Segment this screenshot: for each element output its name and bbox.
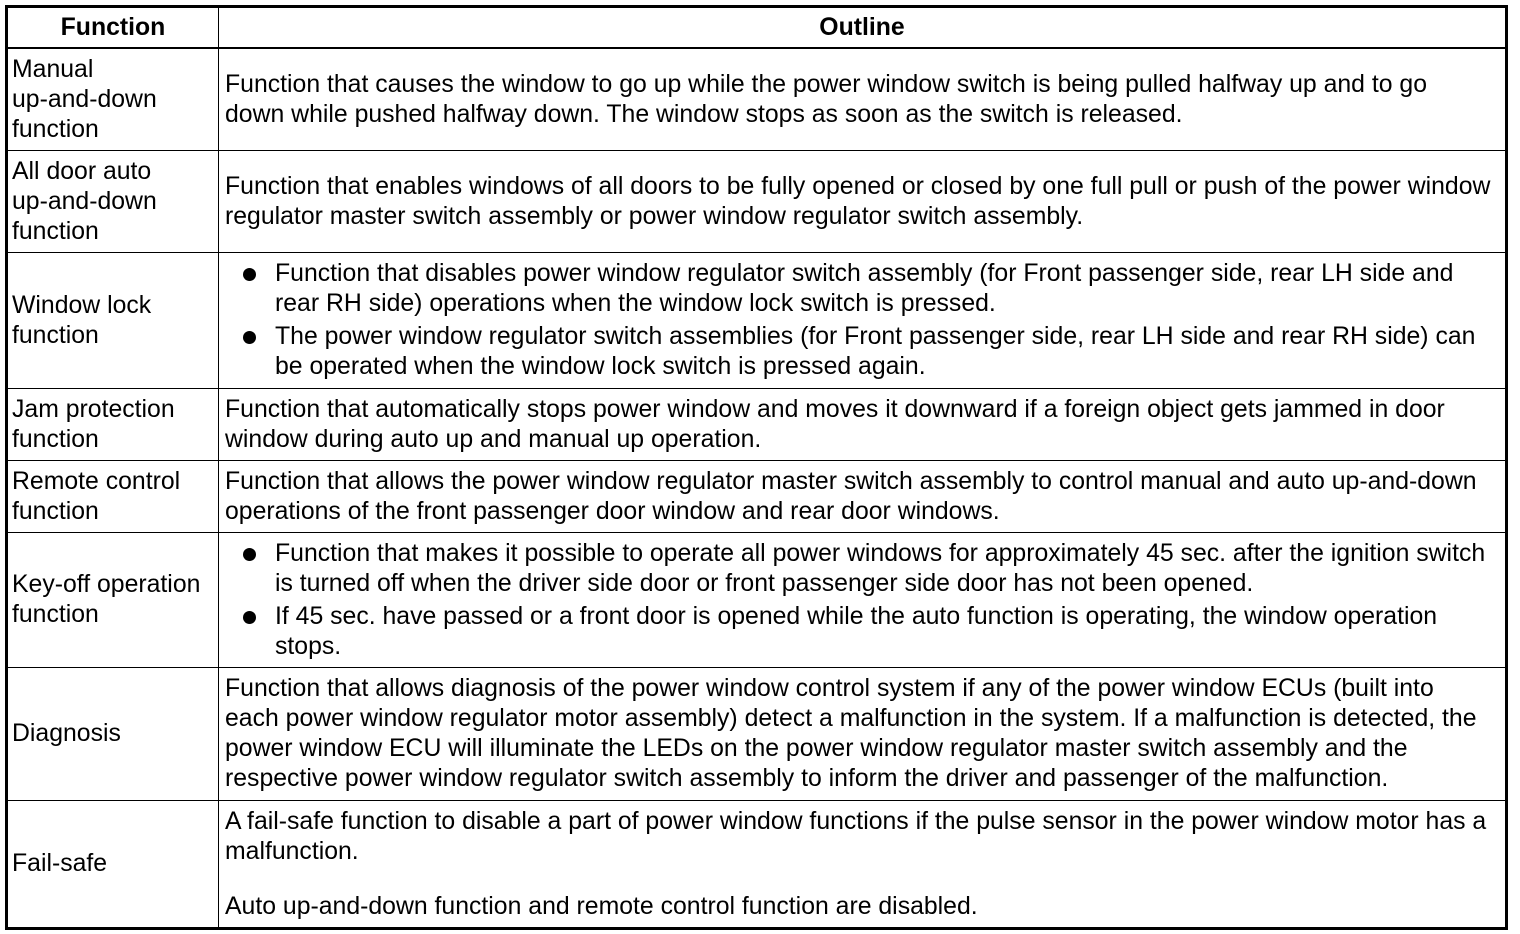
outline-bullet-item	[225, 539, 1505, 599]
bullet-text	[275, 602, 1437, 662]
function-cell	[8, 668, 219, 800]
outline-text-line: Function that allows diagnosis of the power window control system if any of the power window ECUs (built into	[225, 675, 1434, 702]
outline-text-line: respective power window regulator switch assembly to inform the driver and passenger of the malfunction.	[225, 765, 1389, 792]
function-cell	[8, 533, 219, 667]
header-outline-label: Outline	[819, 13, 905, 41]
function-cell	[8, 49, 219, 150]
outline-text-line: be operated when the window lock switch is pressed again.	[275, 353, 926, 380]
table-row-window-lock	[8, 253, 1505, 389]
function-cell	[8, 389, 219, 460]
function-label-line: Jam protection	[12, 395, 175, 423]
function-label-line: Window lock	[12, 291, 152, 319]
outline-paragraph	[225, 892, 1505, 922]
outline-cell	[219, 49, 1505, 150]
function-cell	[8, 151, 219, 252]
outline-text-line: Function that automatically stops power window and moves it downward if a foreign object gets jammed in door	[225, 395, 1445, 423]
outline-text-line: down while pushed halfway down. The window stops as soon as the switch is released.	[225, 100, 1183, 128]
function-label-line: Manual	[12, 55, 94, 83]
outline-text-line: Function that allows the power window regulator master switch assembly to control manual and auto up-and-down	[225, 467, 1477, 495]
outline-cell	[219, 389, 1505, 460]
bullet-column	[225, 539, 275, 569]
outline-text-line: Function that enables windows of all doors to be fully opened or closed by one full pull or push of the power window	[225, 172, 1491, 200]
table-row-diagnosis	[8, 668, 1505, 801]
outline-text-line: malfunction.	[225, 837, 359, 865]
bullet-text	[275, 322, 1475, 382]
header-function-cell	[8, 8, 219, 47]
outline-bullet-item	[225, 322, 1505, 382]
function-cell	[8, 801, 219, 927]
header-outline-cell	[219, 8, 1505, 47]
table-row-all-door-auto-up-and-down	[8, 151, 1505, 253]
function-label-line: Remote control	[12, 467, 181, 495]
bullet-icon	[243, 611, 256, 624]
function-label-line: function	[12, 115, 99, 143]
function-outline-table	[5, 5, 1508, 930]
function-label-line: Key-off operation	[12, 571, 201, 598]
outline-cell	[219, 461, 1505, 532]
function-label-line: Diagnosis	[12, 720, 121, 747]
function-cell	[8, 253, 219, 388]
outline-text-line: regulator master switch assembly or power window regulator switch assembly.	[225, 202, 1084, 230]
outline-text-line: window during auto up and manual up operation.	[225, 425, 762, 453]
outline-cell	[219, 253, 1505, 388]
outline-cell	[219, 668, 1505, 800]
bullet-column	[225, 259, 275, 289]
outline-text-line: Function that causes the window to go up while the power window switch is being pulled halfway up and to go	[225, 70, 1427, 98]
bullet-text	[275, 259, 1453, 319]
bullet-icon	[243, 548, 256, 561]
table-row-manual-up-and-down	[8, 49, 1505, 151]
function-label-line: up-and-down	[12, 85, 157, 113]
function-label-line: up-and-down	[12, 187, 157, 215]
outline-text-line: stops.	[275, 632, 342, 660]
outline-paragraph	[225, 807, 1505, 867]
outline-text-line: Auto up-and-down function and remote control function are disabled.	[225, 892, 978, 920]
outline-cell	[219, 533, 1505, 667]
bullet-icon	[243, 331, 256, 344]
bullet-icon	[243, 268, 256, 281]
outline-text-line: is turned off when the driver side door or front passenger side door has not been opened.	[275, 569, 1254, 597]
outline-bullet-item	[225, 259, 1505, 319]
function-label-line: function	[12, 425, 99, 453]
function-cell	[8, 461, 219, 532]
outline-text-line: power window ECU will illuminate the LEDs on the power window regulator master switch assembly and the	[225, 735, 1408, 762]
function-label-line: function	[12, 601, 99, 628]
function-label-line: All door auto	[12, 157, 152, 185]
outline-bullet-item	[225, 602, 1505, 662]
header-function-label: Function	[60, 13, 166, 41]
table-row-jam-protection	[8, 389, 1505, 461]
table-row-key-off-operation	[8, 533, 1505, 668]
outline-text-line: Function that disables power window regulator switch assembly (for Front passenger side, rear LH side and	[275, 260, 1454, 287]
outline-text-line: If 45 sec. have passed or a front door is opened while the auto function is operating, the window operation	[275, 602, 1438, 630]
function-label-line: function	[12, 321, 99, 349]
function-label-line: function	[12, 217, 99, 245]
outline-text-line: Function that makes it possible to operate all power windows for approximately 45 sec. after the ignition switch	[275, 539, 1486, 567]
bullet-column	[225, 602, 275, 632]
bullet-text	[275, 539, 1485, 599]
outline-text-line: rear RH side) operations when the window lock switch is pressed.	[275, 290, 996, 317]
table-header-row	[8, 8, 1505, 49]
outline-text-line: each power window regulator motor assembly) detect a malfunction in the system. If a malfunction is detected, the	[225, 705, 1477, 732]
function-label-line: function	[12, 497, 99, 525]
function-label-line: Fail-safe	[12, 850, 108, 877]
table-row-remote-control	[8, 461, 1505, 533]
bullet-column	[225, 322, 275, 352]
outline-text-line: operations of the front passenger door window and rear door windows.	[225, 497, 1000, 525]
outline-cell	[219, 801, 1505, 927]
outline-cell	[219, 151, 1505, 252]
table-row-fail-safe	[8, 801, 1505, 927]
outline-text-line: A fail-safe function to disable a part of power window functions if the pulse sensor in the power window motor has a	[225, 807, 1487, 835]
outline-text-line: The power window regulator switch assemblies (for Front passenger side, rear LH side and rear RH side) can	[275, 323, 1476, 350]
